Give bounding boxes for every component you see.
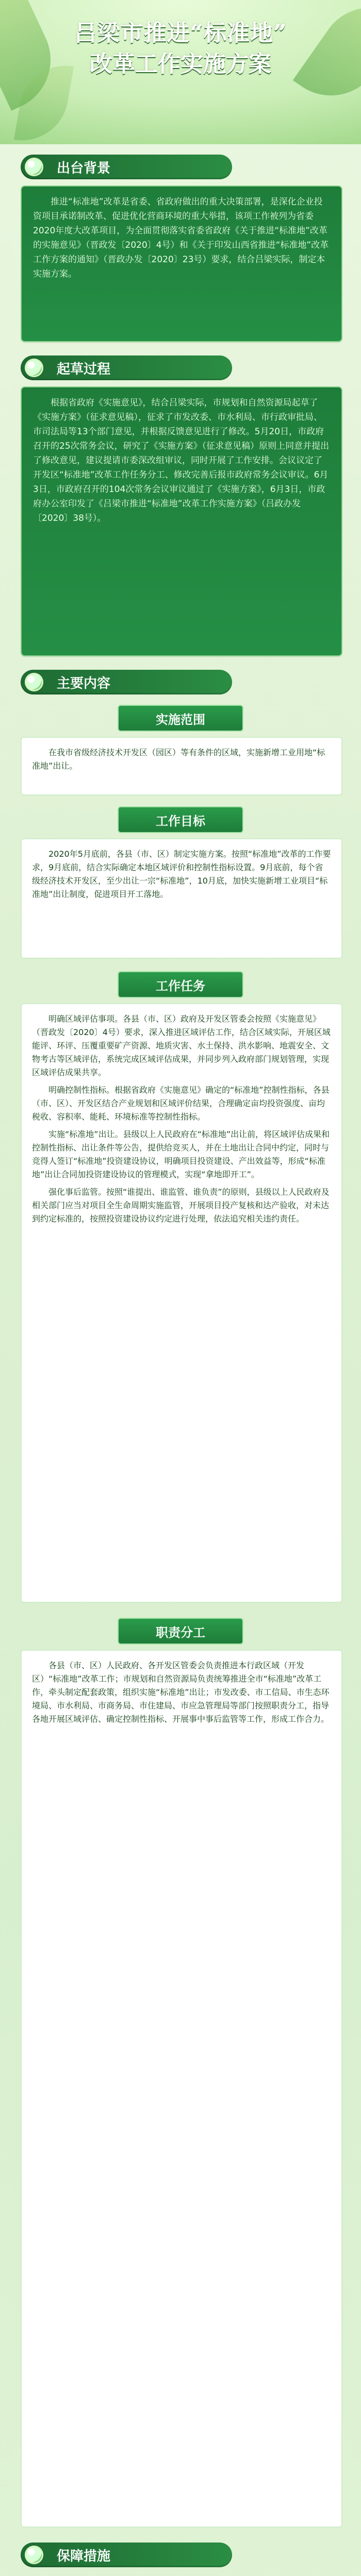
- section-process-header: 起草过程: [21, 355, 232, 380]
- section-guarantee-header: 保障措施: [21, 2543, 232, 2567]
- scope-text: 在我市省级经济技术开发区（园区）等有条件的区域，实施新增工业用地“标准地”出让。: [32, 748, 325, 771]
- section-content-header: 主要内容: [21, 670, 232, 694]
- process-panel: [21, 386, 342, 656]
- goal-title: 工作目标: [118, 806, 243, 833]
- division-text: 各县（市、区）人民政府、各开发区管委会负责推进本行政区域（开发区）“标准地”改革工作；市规划和自然资源局负责统筹推进全市“标准地”改革工作，牵头制定配套政策，组织实施“标准地”出让；市发改委、市工信局、市生态环境局、市水利局、市商务局、市住建局、市应急管理局等部门按照职责分工，指导各地开展区域评估、确定控制性指标、开展事中事后监管等工作，形成工作合力。: [32, 1660, 330, 1724]
- section-background-header: 出台背景: [21, 155, 232, 179]
- task-item: 强化事后监管。按照“谁提出、谁监管、谁负责”的原则，县级以上人民政府及相关部门应当对项目全生命周期实施监管，开展项目投产复核和达产验收，对未达到约定标准的，按照投资建设协议约定进行处理，依法追究相关违约责任。: [32, 1187, 330, 1224]
- section-badge-icon: [25, 359, 43, 377]
- goal-box: [21, 838, 342, 959]
- process-text: 根据省政府《实施意见》，结合吕梁实际，市规划和自然资源局起草了《实施方案》（征求意见稿），征求了市发改委、市水利局、市行政审批局、市司法局等13个部门意见，并根据反馈意见进行了修改。5月20日，市政府召开的25次常务会议，研究了《实施方案》（征求意见稿）原则上同意并提出了修改意见，建议提请市委深改组审议，同时开展了工作安排。会议议定了开发区“标准地”改革工作任务分工、修改完善后报市政府常务会议审议。6月3日，市政府召开的104次常务会议审议通过了《实施方案》，6月3日，市政府办公室印发了《吕梁市推进“标准地”改革工作实施方案》（吕政办发〔2020〕38号）。: [33, 398, 330, 523]
- header-banner: [0, 0, 361, 144]
- page-title-line-2: 改革工作实施方案: [90, 51, 271, 77]
- division-title: 职责分工: [118, 1618, 243, 1645]
- goal-text: 2020年5月底前，各县（市、区）制定实施方案。按照“标准地”改革的工作要求，9月底前，结合实际确定本地区域评价和控制性指标设置。9月底前，每个省级经济技术开发区，至少出让一宗“标准地”，10月底，加快实施新增工业项目“标准地”出让制度，促进项目开工落地。: [32, 849, 331, 899]
- tasks-title: 工作任务: [118, 971, 243, 998]
- task-item: 明确区域评估事项。各县（市、区）政府及开发区管委会按照《实施意见》（晋政发〔2020〕4号）要求，深入推进区域评估工作，结合区域实际，开展区域能评、环评、压覆重要矿产资源、地质灾害、水土保持、洪水影响、地震安全、文物考古等区域评估，系统完成区域评估成果，并同步列入政府部门规划管理，实现区域评估成果共享。: [32, 1014, 331, 1077]
- scope-box: [21, 737, 342, 795]
- background-panel: [21, 185, 342, 342]
- page-title-line-1: 吕梁市推进“标准地”: [74, 20, 287, 46]
- section-badge-icon: [25, 158, 43, 176]
- task-item: 明确控制性指标。根据省政府《实施意见》确定的“标准地”控制性指标，各县（市、区）、开发区结合产业规划和区域评价结果，合理确定亩均投资强度、亩均税收、容积率、能耗、环境标准等控制性指标。: [32, 1085, 330, 1122]
- section-badge-icon: [25, 673, 43, 691]
- tasks-box: [21, 1003, 342, 1603]
- task-item: 实施“标准地”出让。县级以上人民政府在“标准地”出让前，将区域评估成果和控制性指标、出让条件等公告，提供给竞买人，并在土地出让合同中约定，同时与竞得人签订“标准地”投资建设协议，明确项目投资建设、产出效益等，形成“标准地”出让合同加投资建设协议的管理模式，实现“拿地即开工”。: [32, 1129, 330, 1179]
- division-box: [21, 1650, 342, 2528]
- background-text: 推进“标准地”改革是省委、省政府做出的重大决策部署，是深化企业投资项目承诺制改革、促进优化营商环境的重大举措，该项工作被列为省委2020年度大改革项目，为全面贯彻落实省委省政府《关于推进“标准地”改革的实施意见》（晋政发〔2020〕4号）和《关于印发山西省推进“标准地”改革工作方案的通知》（晋政办发〔2020〕23号）要求，结合吕梁实际，制定本实施方案。: [33, 197, 329, 279]
- scope-title: 实施范围: [118, 705, 243, 732]
- section-badge-icon: [25, 2546, 43, 2564]
